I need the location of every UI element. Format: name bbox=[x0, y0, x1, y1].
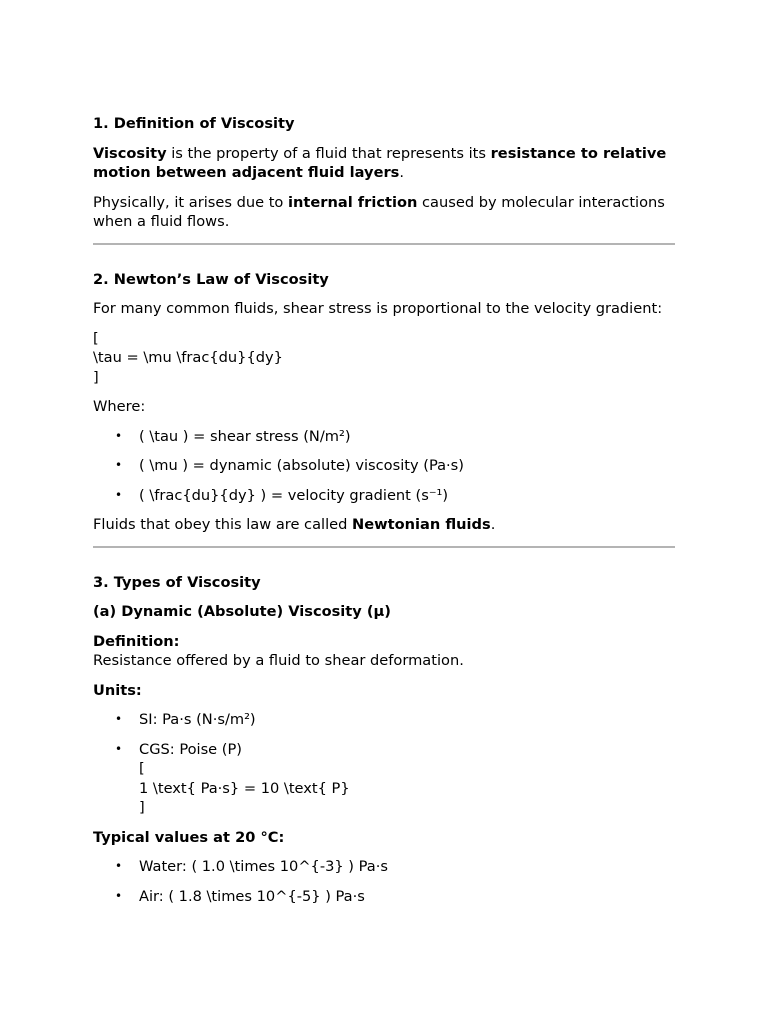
list-item: • ( \mu ) = dynamic (absolute) viscosity (Pa·s) bbox=[115, 457, 464, 474]
bullet-icon: • bbox=[115, 428, 123, 443]
list-item: • ( \frac{du}{dy} ) = velocity gradient (s⁻¹) bbox=[115, 486, 449, 504]
units-bullet-list bbox=[93, 710, 675, 818]
section3-heading: 3. Types of Viscosity bbox=[93, 573, 261, 591]
definition-label: Definition: bbox=[93, 632, 180, 650]
list-item: • SI: Pa·s (N·s/m²) bbox=[115, 711, 256, 728]
bullet-icon: • bbox=[115, 487, 123, 502]
section3-subheading: (a) Dynamic (Absolute) Viscosity (μ) bbox=[93, 603, 391, 620]
list-item: • Air: ( 1.8 \times 10^{-5} ) Pa·s bbox=[115, 887, 365, 905]
section1-heading: 1. Definition of Viscosity bbox=[93, 115, 295, 132]
section-divider bbox=[93, 546, 675, 548]
definition-text: Resistance offered by a fluid to shear deformation. bbox=[93, 652, 464, 669]
bullet-icon: • bbox=[115, 458, 123, 472]
typical-values-label: Typical values at 20 °C: bbox=[93, 828, 285, 846]
section2-bullet-list bbox=[93, 427, 675, 506]
section-divider bbox=[93, 243, 675, 245]
document-page bbox=[93, 114, 675, 906]
bullet-icon: • bbox=[115, 712, 123, 726]
bullet-icon: • bbox=[115, 741, 123, 756]
term-viscosity: Viscosity bbox=[93, 144, 167, 162]
list-item: • ( \tau ) = shear stress (N/m²) bbox=[115, 427, 351, 445]
definition-block bbox=[93, 632, 675, 671]
section1-paragraph2: Physically, it arises due to internal friction caused by molecular interactions when a fluid flows. bbox=[93, 193, 665, 230]
section2-closing: Fluids that obey this law are called Newtonian fluids. bbox=[93, 516, 496, 533]
section2-equation: [ \tau = \mu \frac{du}{dy} ] bbox=[93, 329, 283, 386]
list-item: • CGS: Poise (P) [ 1 \text{ Pa·s} = 10 \text{ P} ] bbox=[115, 740, 350, 816]
section2-heading: 2. Newton’s Law of Viscosity bbox=[93, 270, 329, 288]
list-item: • Water: ( 1.0 \times 10^{-3} ) Pa·s bbox=[115, 858, 388, 875]
typical-values-list bbox=[93, 857, 675, 906]
section2-intro: For many common fluids, shear stress is proportional to the velocity gradient: bbox=[93, 300, 663, 317]
section2-where: Where: bbox=[93, 398, 146, 415]
bullet-icon: • bbox=[115, 859, 123, 873]
units-label: Units: bbox=[93, 681, 142, 699]
section1-paragraph1: Viscosity is the property of a fluid that represents its resistance to relative motion between adjacent fluid layers. bbox=[93, 144, 667, 181]
bullet-icon: • bbox=[115, 888, 123, 903]
